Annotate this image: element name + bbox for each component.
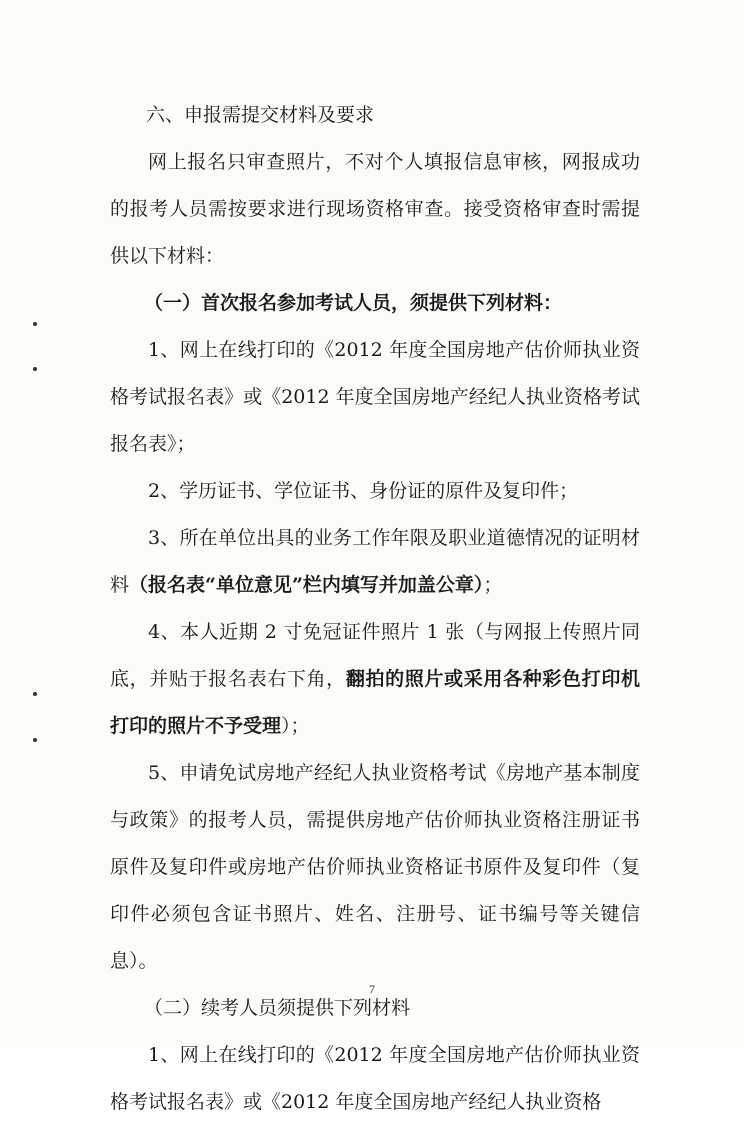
part1-item-4-text: 4、本人近期 2 寸免冠证件照片 1 张（与网报上传照片同底，并贴于报名表右下角， [110,621,640,690]
scan-speck [33,738,37,742]
part1-item-1: 1、网上在线打印的《2012 年度全国房地产估价师执业资格考试报名表》或《2012 年度全国房地产经纪人执业资格考试报名表》； [110,339,640,455]
part1-heading: （一）首次报名参加考试人员，须提供下列材料： [144,292,563,314]
part2-item-1: 1、网上在线打印的《2012 年度全国房地产估价师执业资格考试报名表》或《2012 年度全国房地产经纪人执业资格 [110,1044,640,1113]
part1-item-4-end: ）； [281,715,310,737]
section-heading: 六、申报需提交材料及要求 [146,104,375,126]
page-number: 7 [369,982,375,996]
part1-item-3 [110,515,640,609]
scan-speck [33,692,37,696]
part1-item-4 [110,609,640,750]
scan-speck [33,367,37,371]
part1-item-4-bold: 翻拍的照片或采用各种彩色打印机打印的照片不予受理 [110,668,640,737]
intro-paragraph: 网上报名只审查照片，不对个人填报信息审核，网报成功的报考人员需按要求进行现场资格审查。接受资格审查时需提供以下材料： [110,151,640,267]
part2-heading: （二）续考人员须提供下列材料 [144,997,411,1019]
part1-item-5: 5、申请免试房地产经纪人执业资格考试《房地产基本制度与政策》的报考人员，需提供房地产估价师执业资格注册证书原件及复印件或房地产估价师执业资格证书原件及复印件（复印件必须包含证书照片、姓名、注册号、证书编号等关键信息）。 [110,762,640,972]
part1-item-3-text: 3、所在单位出具的业务工作年限及职业道德情况的证明材料 [110,527,640,596]
scan-speck [33,322,37,326]
part1-item-3-end: ； [483,574,503,596]
document-body [110,92,640,1126]
part1-item-2: 2、学历证书、学位证书、身份证的原件及复印件； [148,480,579,502]
part1-item-3-bold: （报名表“单位意见”栏内填写并加盖公章） [129,574,484,596]
